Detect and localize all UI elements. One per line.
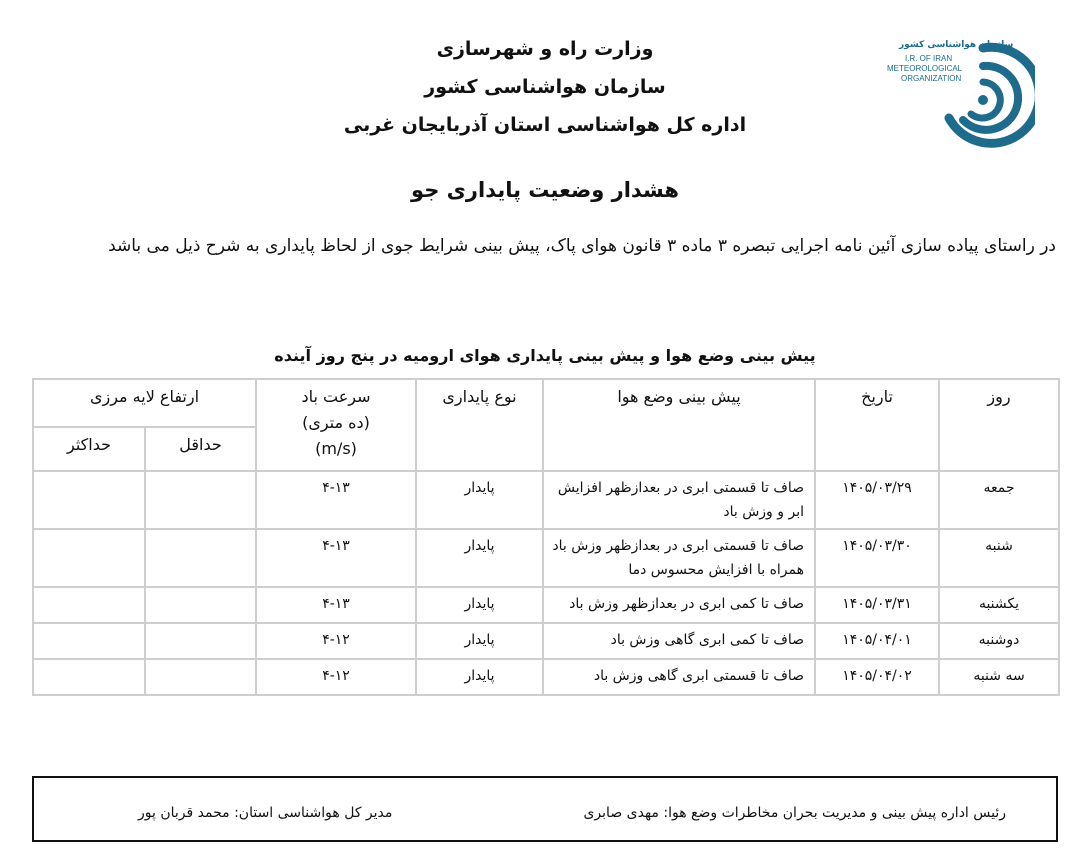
office-name: اداره کل هواشناسی استان آذربایجان غربی	[343, 114, 747, 136]
cell-max	[33, 529, 145, 587]
meteorological-organization-logo	[887, 22, 1035, 150]
cell-day: یکشنبه	[939, 587, 1059, 623]
logo-text-en3: ORGANIZATION	[901, 74, 962, 83]
header-wind-line3: (m/s)	[315, 439, 357, 458]
cell-day: شنبه	[939, 529, 1059, 587]
cell-forecast: صاف تا قسمتی ابری در بعدازظهر وزش باد همراه با افزایش محسوس دما	[543, 529, 815, 587]
cell-wind: ۴-۱۳	[256, 471, 416, 529]
cell-stability: پایدار	[416, 659, 543, 695]
table-row	[33, 623, 1059, 659]
header-day: روز	[939, 379, 1059, 471]
cell-min	[145, 659, 256, 695]
cell-date: ۱۴۰۵/۰۳/۳۰	[815, 529, 939, 587]
cell-date: ۱۴۰۵/۰۳/۲۹	[815, 471, 939, 529]
organization-name: سازمان هواشناسی کشور	[424, 76, 666, 98]
signature-box	[32, 776, 1058, 842]
director-signature: مدیر کل هواشناسی استان: محمد قربان پور	[138, 805, 393, 821]
cell-day: سه شنبه	[939, 659, 1059, 695]
logo-text-en2: METEOROLOGICAL	[887, 64, 963, 73]
cell-forecast: صاف تا قسمتی ابری در بعدازظهر افزایش ابر و وزش باد	[543, 471, 815, 529]
forecast-head-signature: رئیس اداره پیش بینی و مدیریت بحران مخاطرات وضع هوا: مهدی صابری	[583, 805, 1006, 821]
cell-forecast: صاف تا کمی ابری گاهی وزش باد	[543, 623, 815, 659]
cell-wind: ۴-۱۲	[256, 659, 416, 695]
header-wind-line2: (ده متری)	[302, 413, 370, 432]
document-title: هشدار وضعیت پایداری جو	[411, 178, 679, 202]
table-row	[33, 529, 1059, 587]
cell-date: ۱۴۰۵/۰۴/۰۱	[815, 623, 939, 659]
ministry-name: وزارت راه و شهرسازی	[436, 38, 654, 60]
header-min: حداقل	[145, 427, 256, 471]
cell-date: ۱۴۰۵/۰۴/۰۲	[815, 659, 939, 695]
header-boundary-layer: ارتفاع لایه مرزی	[33, 379, 256, 427]
cell-max	[33, 471, 145, 529]
cell-forecast: صاف تا قسمتی ابری گاهی وزش باد	[543, 659, 815, 695]
cell-min	[145, 587, 256, 623]
header-wind-speed	[256, 379, 416, 471]
header-forecast: پیش بینی وضع هوا	[543, 379, 815, 471]
cell-max	[33, 623, 145, 659]
cell-min	[145, 529, 256, 587]
intro-paragraph: در راستای پیاده سازی آئین نامه اجرایی تبصره ۳ ماده ۳ قانون هوای پاک، پیش بینی شرایط جوی از لحاظ پایداری به شرح ذیل می باشد	[108, 236, 1056, 256]
cell-wind: ۴-۱۳	[256, 587, 416, 623]
cell-wind: ۴-۱۳	[256, 529, 416, 587]
table-row	[33, 659, 1059, 695]
cell-stability: پایدار	[416, 623, 543, 659]
cell-date: ۱۴۰۵/۰۳/۳۱	[815, 587, 939, 623]
cell-stability: پایدار	[416, 529, 543, 587]
logo-text-en1: I.R. OF IRAN	[905, 54, 953, 63]
cell-stability: پایدار	[416, 587, 543, 623]
cell-day: جمعه	[939, 471, 1059, 529]
cell-wind: ۴-۱۲	[256, 623, 416, 659]
header-wind-line1: سرعت باد	[301, 387, 371, 406]
cell-max	[33, 659, 145, 695]
header-date: تاریخ	[815, 379, 939, 471]
table-row	[33, 587, 1059, 623]
logo-text-fa: سازمان هواشناسی کشور	[899, 40, 1014, 50]
cell-day: دوشنبه	[939, 623, 1059, 659]
header-max: حداکثر	[33, 427, 145, 471]
cell-min	[145, 471, 256, 529]
cell-min	[145, 623, 256, 659]
header-stability: نوع پایداری	[416, 379, 543, 471]
cell-max	[33, 587, 145, 623]
cell-forecast: صاف تا کمی ابری در بعدازظهر وزش باد	[543, 587, 815, 623]
table-row	[33, 471, 1059, 529]
forecast-table	[32, 378, 1060, 696]
cell-stability: پایدار	[416, 471, 543, 529]
table-title: پیش بینی وضع هوا و پیش بینی پایداری هوای ارومیه در پنج روز آینده	[274, 346, 816, 365]
